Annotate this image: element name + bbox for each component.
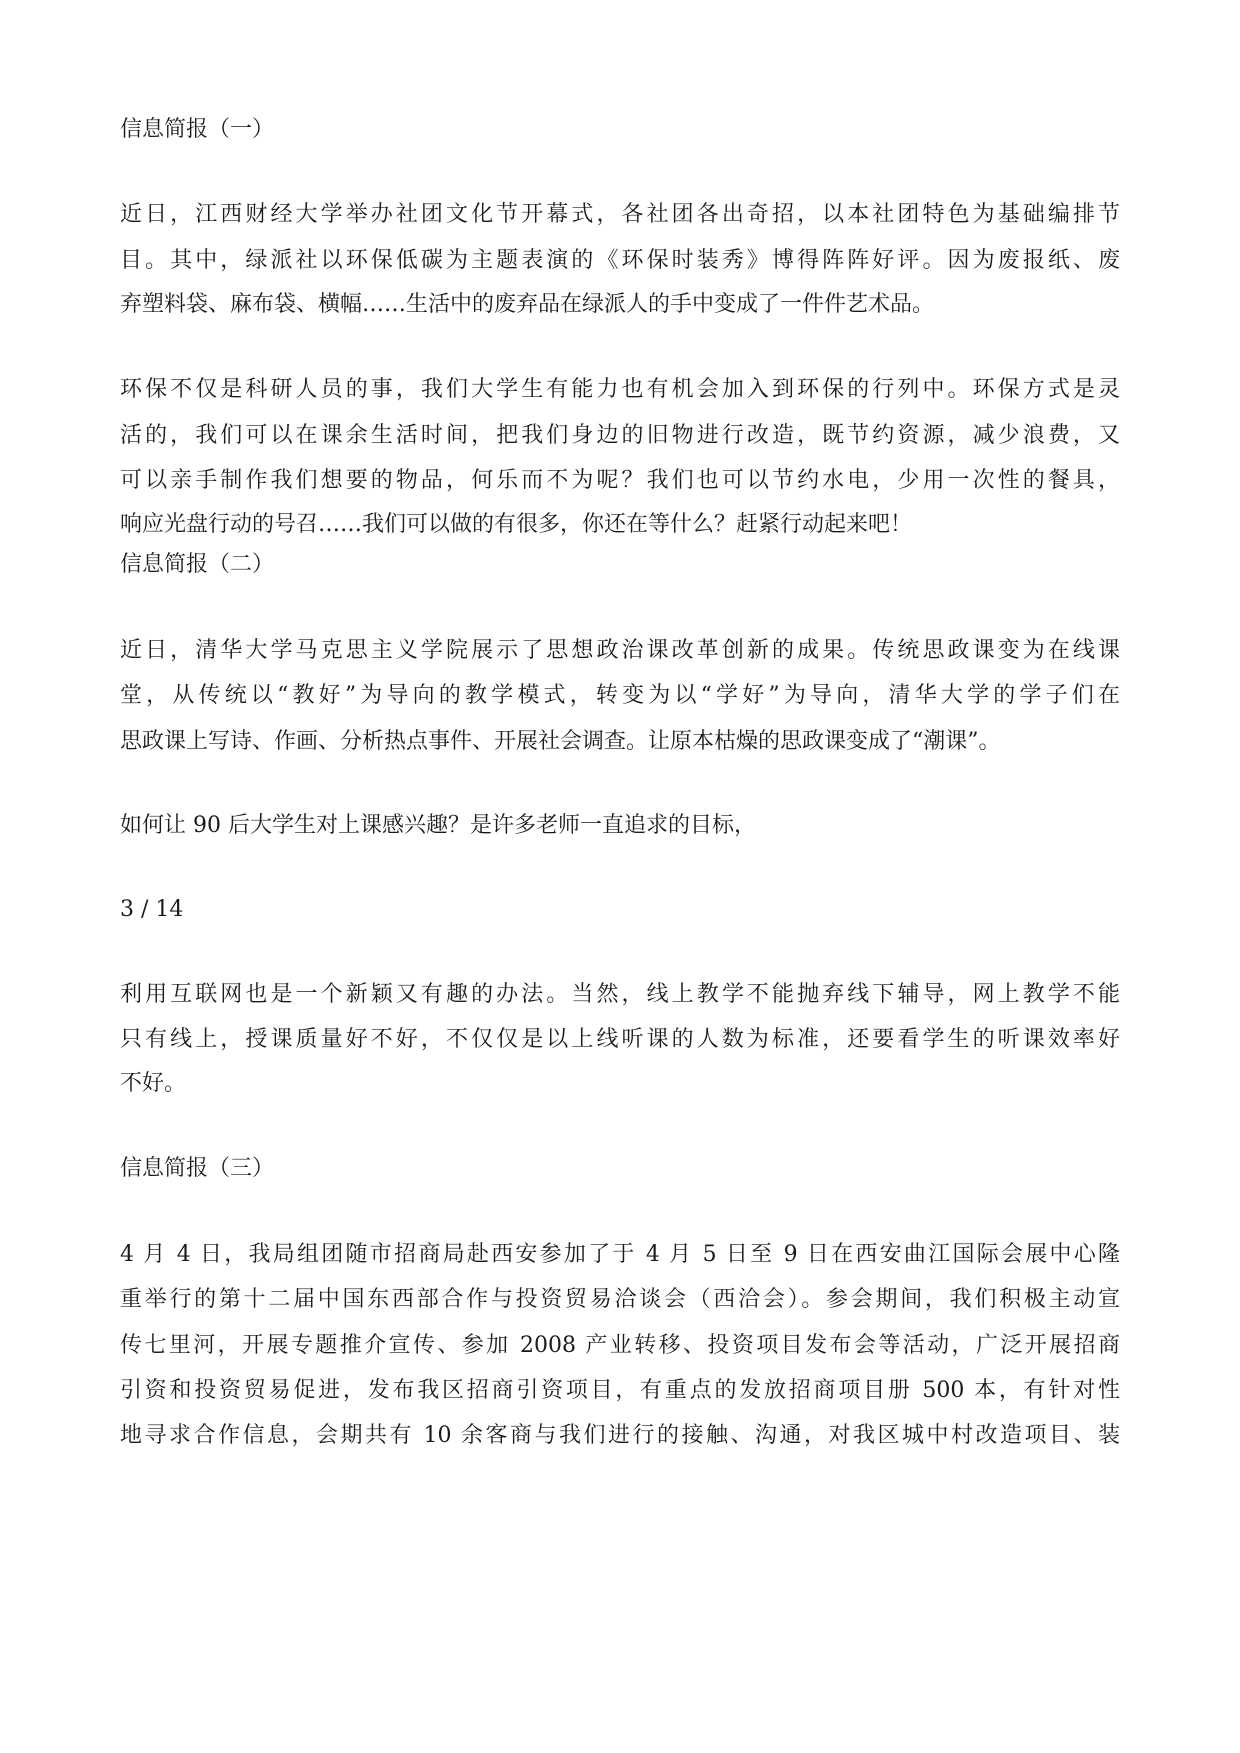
section-1-para-1-line-1: 近日，江西财经大学举办社团文化节开幕式，各社团各出奇招，以本社团特色为基础编排节	[120, 202, 1120, 227]
section-3-para-1-line-4: 引资和投资贸易促进，发布我区招商引资项目，有重点的发放招商项目册 500 本，有针对性	[120, 1378, 1120, 1403]
section-1-para-2-line-2: 活的，我们可以在课余生活时间，把我们身边的旧物进行改造，既节约资源，减少浪费，又	[120, 423, 1120, 448]
page-number: 3 / 14	[120, 897, 184, 922]
section-2-para-1-line-3: 思政课上写诗、作画、分析热点事件、开展社会调查。让原本枯燥的思政课变成了“潮课”。	[120, 729, 1001, 754]
section-3-para-1-line-3: 传七里河，开展专题推介宣传、参加 2008 产业转移、投资项目发布会等活动，广泛开展招商	[120, 1333, 1120, 1358]
section-2-para-3-line-3: 不好。	[120, 1071, 187, 1096]
section-1-para-2-line-4: 响应光盘行动的号召……我们可以做的有很多，你还在等什么？赶紧行动起来吧！	[120, 512, 913, 537]
section-2-para-1-line-2: 堂，从传统以“教好”为导向的教学模式，转变为以“学好”为导向，清华大学的学子们在	[120, 683, 1120, 708]
section-2-para-1-line-1: 近日，清华大学马克思主义学院展示了思想政治课改革创新的成果。传统思政课变为在线课	[120, 638, 1120, 663]
section-3-heading: 信息简报（三）	[120, 1156, 275, 1181]
section-1-heading: 信息简报（一）	[120, 117, 275, 142]
section-1-para-2-line-1: 环保不仅是科研人员的事，我们大学生有能力也有机会加入到环保的行列中。环保方式是灵	[120, 377, 1120, 402]
section-2-para-3-line-1: 利用互联网也是一个新颖又有趣的办法。当然，线上教学不能抛弃线下辅导，网上教学不能	[120, 982, 1120, 1007]
section-1-para-1-line-3: 弃塑料袋、麻布袋、横幅……生活中的废弃品在绿派人的手中变成了一件件艺术品。	[120, 292, 935, 317]
section-2-para-3-line-2: 只有线上，授课质量好不好，不仅仅是以上线听课的人数为标准，还要看学生的听课效率好	[120, 1027, 1120, 1052]
section-3-para-1-line-2: 重举行的第十二届中国东西部合作与投资贸易洽谈会（西洽会）。参会期间，我们积极主动宣	[120, 1287, 1120, 1312]
section-2-heading: 信息简报（二）	[120, 552, 275, 577]
section-1-para-1-line-2: 目。其中，绿派社以环保低碳为主题表演的《环保时装秀》博得阵阵好评。因为废报纸、废	[120, 248, 1120, 273]
section-3-para-1-line-1: 4 月 4 日，我局组团随市招商局赴西安参加了于 4 月 5 日至 9 日在西安曲江国际会展中心隆	[120, 1242, 1120, 1267]
section-2-para-2-line-1: 如何让 90 后大学生对上课感兴趣？是许多老师一直追求的目标，	[120, 813, 756, 838]
section-1-para-2-line-3: 可以亲手制作我们想要的物品，何乐而不为呢？我们也可以节约水电，少用一次性的餐具，	[120, 468, 1120, 493]
section-3-para-1-line-5: 地寻求合作信息，会期共有 10 余客商与我们进行的接触、沟通，对我区城中村改造项目、装	[120, 1423, 1120, 1448]
